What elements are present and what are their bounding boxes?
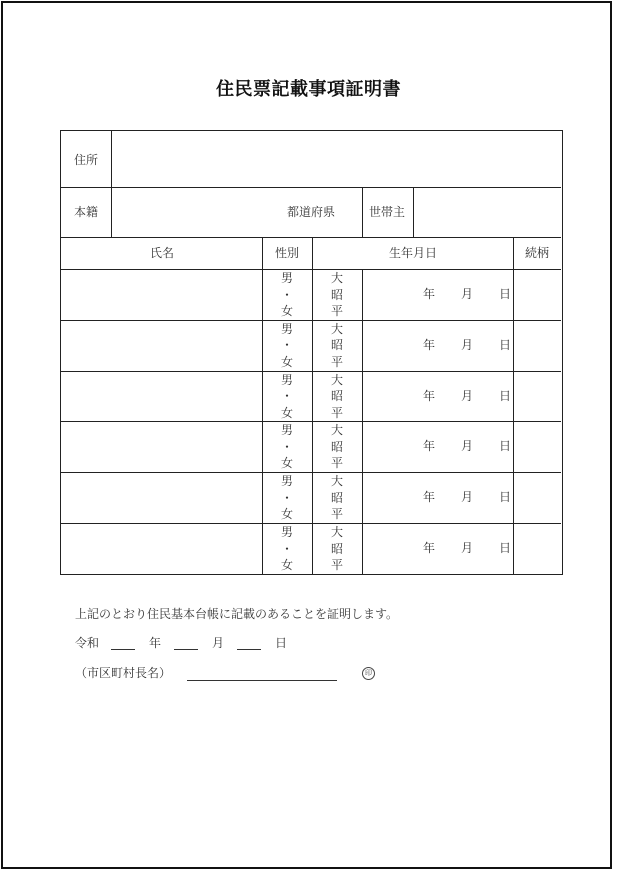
gender-option: ・ — [280, 389, 293, 404]
era-label: 令和 — [75, 636, 100, 650]
year-blank — [111, 649, 135, 650]
date-unit-year: 年 — [423, 388, 436, 403]
gender-column-divider — [312, 237, 313, 574]
era-option: 大 — [330, 525, 343, 539]
gender-option: 女 — [280, 558, 293, 572]
era-option: 平 — [330, 507, 343, 522]
date-unit-day: 日 — [499, 287, 512, 301]
era-options — [327, 270, 347, 320]
document-title: 住民票記載事項証明書 — [216, 79, 401, 100]
era-options — [327, 372, 347, 422]
row-divider — [61, 269, 561, 270]
gender-option: ・ — [280, 287, 293, 302]
gender-option: 女 — [280, 507, 293, 522]
era-option: 大 — [330, 372, 343, 387]
era-option: 平 — [330, 304, 343, 318]
seal-mark: 印 — [362, 667, 375, 680]
era-option: 平 — [330, 354, 343, 369]
gender-option: 女 — [280, 405, 293, 420]
date-unit-year: 年 — [423, 287, 436, 301]
date-unit-year: 年 — [423, 541, 436, 555]
gender-options — [277, 422, 297, 472]
gender-options — [277, 524, 297, 574]
date-unit-day: 日 — [499, 388, 512, 403]
row-divider — [61, 320, 561, 321]
era-option: 平 — [330, 558, 343, 572]
year-unit: 年 — [149, 636, 162, 650]
gender-option: 男 — [280, 474, 293, 489]
date-unit-day: 日 — [499, 490, 512, 505]
row-divider — [61, 187, 561, 188]
month-blank — [174, 649, 198, 650]
householder-divider — [413, 187, 414, 237]
gender-option: 男 — [280, 372, 293, 387]
date-unit-day: 日 — [499, 541, 512, 555]
gender-option: 女 — [280, 456, 293, 471]
date-unit-day: 日 — [499, 439, 512, 454]
mayor-label: （市区町村長名） — [75, 666, 172, 680]
date-unit-month: 月 — [461, 541, 474, 555]
gender-option: ・ — [280, 541, 293, 556]
date-unit-month: 月 — [461, 287, 474, 301]
era-option: 平 — [330, 456, 343, 471]
row-divider — [61, 237, 561, 238]
gender-option: 男 — [280, 271, 293, 285]
era-option: 昭 — [330, 541, 343, 556]
date-unit-year: 年 — [423, 439, 436, 454]
document-page — [1, 1, 612, 869]
gender-options — [277, 321, 297, 371]
era-option: 昭 — [330, 287, 343, 302]
era-option: 大 — [330, 423, 343, 438]
gender-option: 男 — [280, 525, 293, 539]
label-column-divider — [111, 131, 112, 237]
row-divider — [61, 421, 561, 422]
row-divider — [61, 371, 561, 372]
era-option: 大 — [330, 271, 343, 285]
era-options — [327, 524, 347, 574]
header-birthdate: 生年月日 — [389, 246, 438, 260]
day-blank — [237, 649, 261, 650]
gender-option: 男 — [280, 321, 293, 336]
gender-options — [277, 372, 297, 422]
gender-option: 男 — [280, 423, 293, 438]
honseki-label: 本籍 — [74, 205, 99, 219]
certificate-table — [60, 130, 563, 575]
row-divider — [61, 472, 561, 473]
date-unit-month: 月 — [461, 439, 474, 454]
day-unit: 日 — [275, 636, 288, 650]
name-column-divider — [262, 237, 263, 574]
row-divider — [61, 523, 561, 524]
gender-option: 女 — [280, 304, 293, 318]
era-options — [327, 422, 347, 472]
date-unit-month: 月 — [461, 490, 474, 505]
gender-option: ・ — [280, 439, 293, 454]
era-option: 大 — [330, 321, 343, 336]
era-options — [327, 321, 347, 371]
era-option: 昭 — [330, 389, 343, 404]
date-unit-day: 日 — [499, 337, 512, 352]
era-option: 大 — [330, 474, 343, 489]
era-option: 昭 — [330, 338, 343, 353]
address-label: 住所 — [74, 153, 99, 167]
prefecture-suffix: 都道府県 — [287, 205, 336, 219]
header-relationship: 続柄 — [525, 246, 550, 260]
mayor-name-blank — [187, 680, 337, 681]
gender-option: ・ — [280, 338, 293, 353]
householder-label: 世帯主 — [369, 205, 406, 219]
era-options — [327, 473, 347, 523]
date-unit-month: 月 — [461, 337, 474, 352]
certification-statement: 上記のとおり住民基本台帳に記載のあることを証明します。 — [75, 607, 399, 621]
householder-divider — [362, 187, 363, 237]
relationship-column-divider — [513, 237, 514, 574]
header-name: 氏名 — [150, 246, 175, 260]
era-option: 昭 — [330, 439, 343, 454]
header-gender: 性別 — [275, 246, 300, 260]
date-unit-year: 年 — [423, 490, 436, 505]
gender-option: 女 — [280, 354, 293, 369]
gender-option: ・ — [280, 490, 293, 505]
era-column-divider — [362, 269, 363, 574]
month-unit: 月 — [212, 636, 225, 650]
date-unit-year: 年 — [423, 337, 436, 352]
era-option: 平 — [330, 405, 343, 420]
era-option: 昭 — [330, 490, 343, 505]
gender-options — [277, 473, 297, 523]
date-unit-month: 月 — [461, 388, 474, 403]
gender-options — [277, 270, 297, 320]
